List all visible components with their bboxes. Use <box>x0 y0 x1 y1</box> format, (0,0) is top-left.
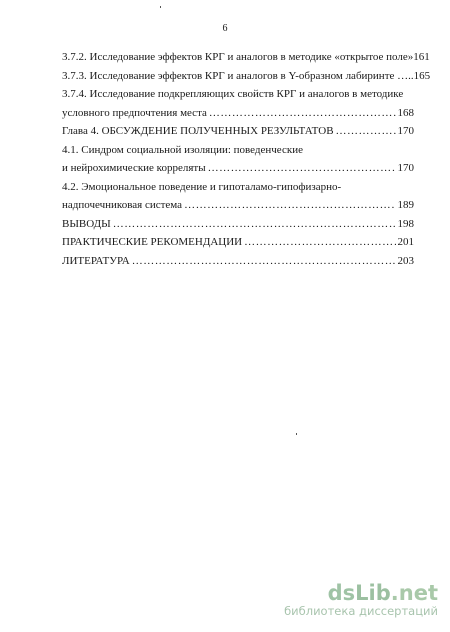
toc-entry-page: 168 <box>397 106 414 119</box>
toc-entry-title: ЛИТЕРАТУРА <box>62 254 130 267</box>
toc-entry-continuation[interactable] <box>62 196 414 215</box>
dot-leader <box>113 215 396 234</box>
toc-entry-title: условного предпочтения места <box>62 106 207 119</box>
watermark-logo: dsLib.net <box>327 581 438 605</box>
dot-leader <box>132 252 396 271</box>
toc-entry[interactable] <box>62 48 430 67</box>
toc-entry[interactable] <box>62 252 414 271</box>
toc-entry-title: 4.2. Эмоциональное поведение и гипоталамо-гипофизарно- <box>62 180 342 193</box>
toc-entry-title: 3.7.2. Исследование эффектов КРГ и аналогов в методике «открытое поле» <box>62 51 414 63</box>
watermark <box>258 582 438 618</box>
toc-entry-page: 161 <box>413 51 430 63</box>
toc-entry-title: 4.1. Синдром социальной изоляции: поведенческие <box>62 143 303 156</box>
toc-entry-title: Глава 4. ОБСУЖДЕНИЕ ПОЛУЧЕННЫХ РЕЗУЛЬТАТОВ <box>62 125 334 137</box>
toc-entry-title: 3.7.4. Исследование подкрепляющих свойств КРГ и аналогов в методике <box>62 88 404 100</box>
toc-entry[interactable] <box>62 215 414 234</box>
scan-speck <box>296 433 297 435</box>
toc-entry-title: ПРАКТИЧЕСКИЕ РЕКОМЕНДАЦИИ <box>62 236 243 248</box>
toc-entry-page: 203 <box>397 254 414 267</box>
page-number: 6 <box>222 23 228 34</box>
toc-entry-title: 3.7.3. Исследование эффектов КРГ и аналогов в Y-образном лабиринте ….. <box>62 69 414 82</box>
toc-entry-continuation[interactable] <box>62 159 414 178</box>
scan-speck <box>160 6 161 8</box>
dot-leader <box>209 104 396 123</box>
dot-leader <box>336 122 396 141</box>
toc-entry-title: ВЫВОДЫ <box>62 217 111 230</box>
toc-entry-page: 201 <box>397 236 414 248</box>
toc-entry-page: 198 <box>397 217 414 230</box>
toc-entry[interactable] <box>62 233 414 252</box>
toc-entry-continuation[interactable] <box>62 104 414 123</box>
toc-entry[interactable] <box>62 178 414 197</box>
toc-entry[interactable] <box>62 141 414 160</box>
watermark-tagline: библиотека диссертаций <box>284 604 438 618</box>
toc-entry-page: 170 <box>397 162 414 174</box>
table-of-contents <box>62 48 431 270</box>
toc-entry-page: 170 <box>397 125 414 137</box>
toc-entry[interactable] <box>62 85 414 104</box>
toc-entry-title: и нейрохимические корреляты <box>62 162 206 174</box>
dot-leader <box>208 159 396 178</box>
dot-leader <box>244 233 395 252</box>
toc-entry[interactable] <box>62 67 431 86</box>
toc-entry-page: 189 <box>397 199 414 211</box>
toc-entry-title: надпочечниковая система <box>62 199 183 211</box>
toc-entry[interactable] <box>62 122 414 141</box>
dot-leader <box>184 196 395 215</box>
toc-entry-page: 165 <box>413 69 431 82</box>
